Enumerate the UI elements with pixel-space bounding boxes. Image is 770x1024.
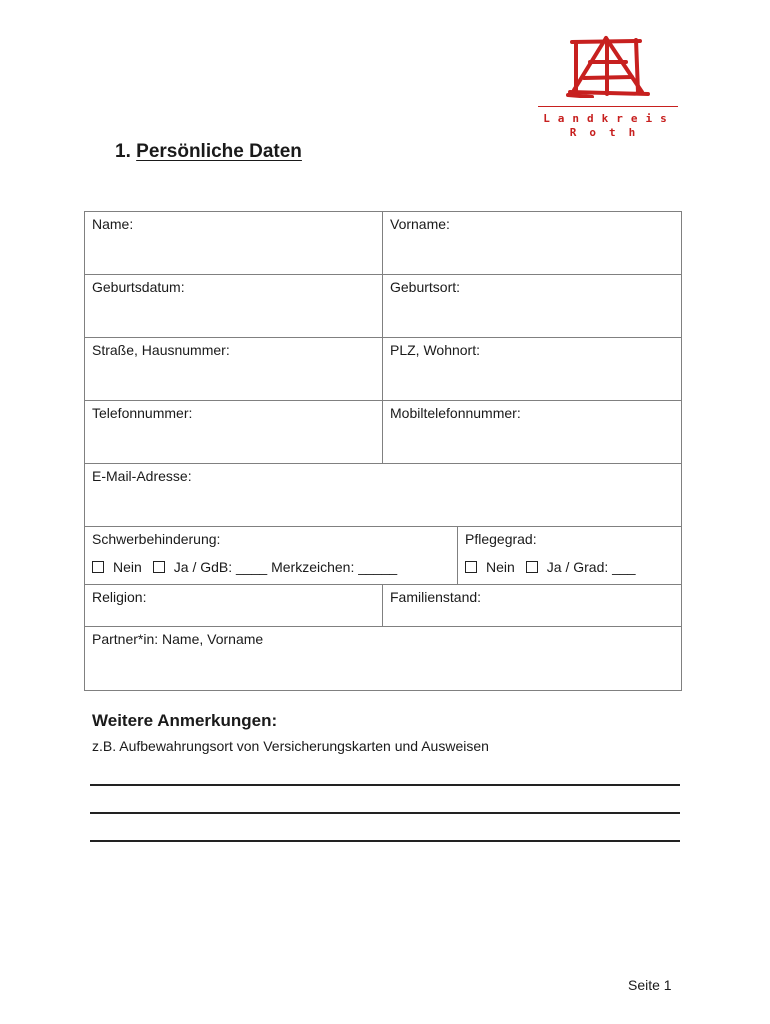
email-field[interactable] [85,464,682,527]
remarks-line-2[interactable] [90,812,680,814]
schwerbehinderung-cell [85,527,458,585]
telefon-field[interactable] [85,401,383,464]
geburtsdatum-field[interactable] [85,275,383,338]
remarks-line-3[interactable] [90,840,680,842]
logo-name-line1: Landkreis [543,112,675,125]
name-field[interactable] [85,212,383,275]
remarks-line-1[interactable] [90,784,680,786]
partner-field[interactable] [85,627,682,691]
vorname-field[interactable] [383,212,682,275]
geburtsdatum-label: Geburtsdatum: [92,279,185,295]
geburtsort-label: Geburtsort: [390,279,461,295]
section-number: 1. [115,141,131,162]
partner-label: Partner*in: Name, Vorname [92,631,264,647]
pflegegrad-cell [458,527,682,585]
schwerbehinderung-nein-checkbox[interactable] [92,561,104,573]
religion-field[interactable] [85,585,383,627]
pflegegrad-nein-label: Nein [486,559,515,575]
strasse-field[interactable] [85,338,383,401]
remarks-hint: z.B. Aufbewahrungsort von Versicherungskarten und Ausweisen [92,738,489,754]
geburtsort-field[interactable] [383,275,682,338]
telefon-label: Telefonnummer: [92,405,193,421]
section-title-text: Persönliche Daten [136,141,302,162]
name-label: Name: [92,216,134,232]
schwerbehinderung-label: Schwerbehinderung: [92,531,221,547]
pflegegrad-nein-checkbox[interactable] [465,561,477,573]
religion-label: Religion: [92,589,147,605]
schwerbehinderung-nein-label: Nein [113,559,142,575]
page-number: Seite 1 [628,977,672,993]
pflegegrad-label: Pflegegrad: [465,531,537,547]
landkreis-roth-emblem-icon [566,34,652,98]
mobiltelefon-label: Mobiltelefonnummer: [390,405,521,421]
plz-wohnort-label: PLZ, Wohnort: [390,342,481,358]
pflegegrad-ja-label: Ja / Grad: ___ [546,559,636,575]
familienstand-label: Familienstand: [390,589,482,605]
pflegegrad-ja-checkbox[interactable] [526,561,538,573]
strasse-label: Straße, Hausnummer: [92,342,230,358]
email-label: E-Mail-Adresse: [92,468,192,484]
pflegegrad-options [465,559,674,575]
schwerbehinderung-options [92,559,450,575]
schwerbehinderung-ja-checkbox[interactable] [153,561,165,573]
mobiltelefon-field[interactable] [383,401,682,464]
vorname-label: Vorname: [390,216,450,232]
schwerbehinderung-ja-label: Ja / GdB: ____ Merkzeichen: _____ [173,559,398,575]
landkreis-roth-logo [538,34,680,142]
familienstand-field[interactable] [383,585,682,627]
plz-wohnort-field[interactable] [383,338,682,401]
logo-divider [538,106,678,107]
section-title [115,141,302,163]
personal-data-form [84,211,682,691]
remarks-title: Weitere Anmerkungen: [92,711,278,730]
logo-name-line2: Roth [569,126,649,139]
